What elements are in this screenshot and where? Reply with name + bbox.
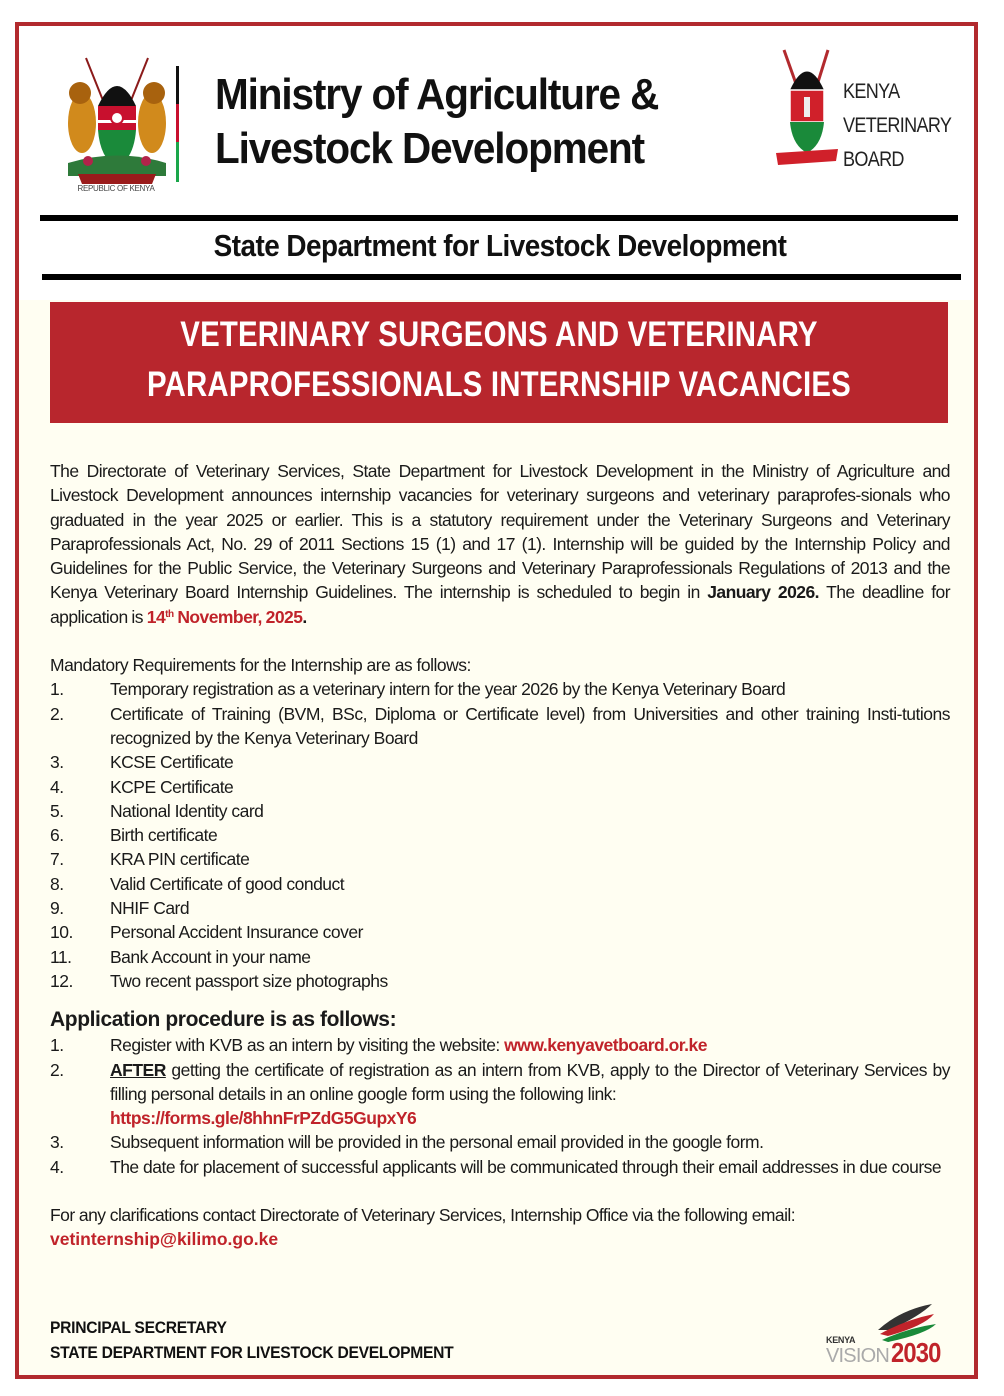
list-item: 1. Temporary registration as a veterinary intern for the year 2026 by the Kenya Veterinary Board bbox=[50, 679, 786, 700]
signatory-title: PRINCIPAL SECRETARY bbox=[50, 1318, 227, 1337]
advert-body bbox=[50, 459, 950, 1252]
requirements-heading: Mandatory Requirements for the Internship are as follows: bbox=[50, 655, 471, 676]
deadline-suffix: th bbox=[165, 608, 174, 620]
intro-deadline-text: The deadline for application is bbox=[50, 582, 950, 627]
intro-text: The Directorate of Veterinary Services, State Department for Livestock Development in the Ministry of Agriculture and Livestock Development announces internship vacancies for veterinary surgeons and veterinary paraprofes-sionals who graduated in the year 2025 or earlier. This is a statutory requirement under the Veterinary Surgeons and Veterinary Paraprofessionals Act, No. 29 of 2011 Sections 15 (1) and 17 (1). Internship will be guided by the Internship Policy and Guidelines for the Public Service, the Veterinary Surgeons and Veterinary Paraprofessionals Regulations of 2013 and the Kenya Veterinary Board Internship Guidelines. The internship is scheduled to begin in bbox=[50, 461, 950, 603]
google-form-link[interactable]: https://forms.gle/8hhnFrPZdG5GupxY6 bbox=[110, 1108, 417, 1129]
intro-paragraph bbox=[50, 459, 950, 629]
signatory-department: STATE DEPARTMENT FOR LIVESTOCK DEVELOPMENT bbox=[50, 1342, 454, 1362]
contact-text: For any clarifications contact Directorate of Veterinary Services, Internship Office via the following email: bbox=[50, 1205, 796, 1226]
deadline-date bbox=[147, 607, 303, 627]
department-title: State Department for Livestock Development bbox=[213, 228, 787, 263]
banner-line-2: PARAPROFESSIONALS INTERNSHIP VACANCIES bbox=[147, 365, 851, 404]
kvb-line-3: BOARD bbox=[843, 148, 904, 171]
contact-email-link[interactable]: vetinternship@kilimo.go.ke bbox=[50, 1229, 279, 1250]
vision-kenya-label: KENYA bbox=[826, 1335, 856, 1345]
kvb-name bbox=[843, 75, 951, 177]
deadline-day: 14 bbox=[146, 606, 166, 627]
list-item: 10. Personal Accident Insurance cover bbox=[50, 922, 363, 943]
list-item: 12. Two recent passport size photographs bbox=[50, 970, 388, 991]
procedure-step: 2. AFTER getting the certificate of registration as an intern from KVB, apply to the Director of Veterinary Services by filling personal details in an online google form using the following link: https://forms.gle/8hhnFrPZdG5GupxY6 bbox=[50, 1059, 950, 1129]
kenya-veterinary-board-emblem bbox=[770, 45, 845, 175]
list-item: 11. Bank Account in your name bbox=[50, 946, 311, 967]
vision-label: VISION bbox=[826, 1345, 889, 1367]
procedure-step: 1. Register with KVB as an intern by visiting the website: www.kenyavetboard.or.ke bbox=[50, 1035, 707, 1056]
step-2-text: getting the certificate of registration as an intern from KVB, apply to the Director of Veterinary Services by filling personal details in an online google form using the following link: bbox=[110, 1059, 950, 1104]
procedure-list bbox=[50, 1033, 950, 1179]
kvb-website-link[interactable]: www.kenyavetboard.or.ke bbox=[504, 1035, 707, 1056]
vacancy-title-banner bbox=[50, 302, 948, 423]
kvb-line-1: KENYA bbox=[843, 80, 900, 103]
banner-line-1: VETERINARY SURGEONS AND VETERINARY bbox=[180, 315, 818, 354]
signatory bbox=[50, 1316, 453, 1365]
list-item: 5. National Identity card bbox=[50, 800, 264, 821]
kenya-coat-of-arms-logo bbox=[58, 48, 176, 198]
coat-of-arms-caption: REPUBLIC OF KENYA bbox=[77, 184, 155, 193]
list-item: 9. NHIF Card bbox=[50, 898, 190, 919]
list-item: 4. KCPE Certificate bbox=[50, 776, 234, 797]
step-4-text: The date for placement of successful applicants will be communicated through their email addresses in due course bbox=[110, 1156, 942, 1177]
ministry-line-2: Livestock Development bbox=[215, 124, 645, 173]
after-emphasis: AFTER bbox=[110, 1059, 166, 1080]
step-1-text: Register with KVB as an intern by visiting the website: bbox=[110, 1035, 505, 1056]
requirements-list bbox=[50, 677, 950, 993]
deadline-period: . bbox=[302, 606, 307, 627]
procedure-step: 4. The date for placement of successful applicants will be communicated through their email addresses in due course bbox=[50, 1155, 950, 1179]
start-date: January 2026. bbox=[707, 582, 819, 603]
procedure-step: 3. Subsequent information will be provided in the personal email provided in the google form. bbox=[50, 1130, 950, 1154]
list-item: 8. Valid Certificate of good conduct bbox=[50, 873, 345, 894]
flag-color-divider bbox=[176, 66, 179, 182]
vision-year: 2030 bbox=[891, 1337, 941, 1368]
list-item: 6. Birth certificate bbox=[50, 825, 218, 846]
ministry-line-1: Ministry of Agriculture & bbox=[215, 70, 659, 119]
kvb-line-2: VETERINARY bbox=[843, 114, 952, 137]
list-item: 7. KRA PIN certificate bbox=[50, 849, 250, 870]
list-item: 2. Certificate of Training (BVM, BSc, Diploma or Certificate level) from Universities and other training Insti-tutions recognized by the Kenya Veterinary Board bbox=[50, 703, 950, 748]
header-rule-bottom bbox=[42, 274, 961, 280]
deadline-month-year: November, 2025 bbox=[173, 606, 303, 627]
step-3-text: Subsequent information will be provided in the personal email provided in the google form. bbox=[110, 1132, 764, 1153]
ministry-name bbox=[215, 68, 693, 176]
header-rule-top bbox=[40, 215, 958, 221]
procedure-heading: Application procedure is as follows: bbox=[50, 1008, 397, 1032]
list-item: 3. KCSE Certificate bbox=[50, 752, 234, 773]
